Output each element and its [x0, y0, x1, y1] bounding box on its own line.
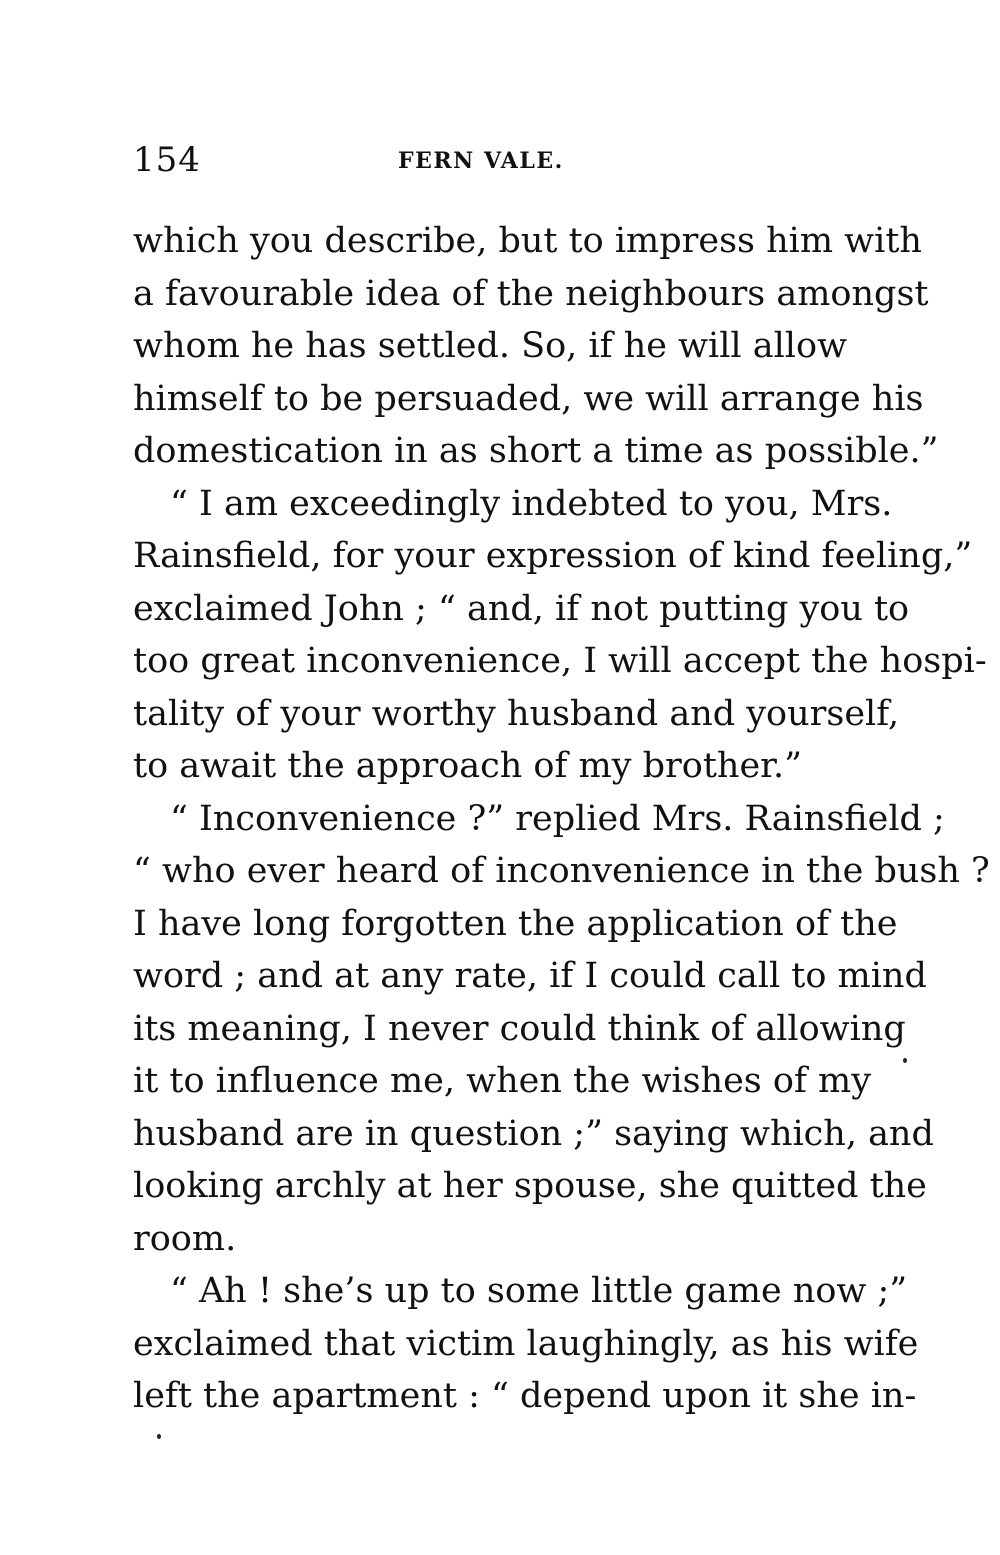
- text-line: whom he has settled. So, if he will allow: [133, 326, 848, 366]
- ink-speck: [157, 1434, 161, 1439]
- text-line: exclaimed John ; “ and, if not putting you to: [133, 589, 910, 629]
- text-line: it to influence me, when the wishes of my: [133, 1061, 872, 1101]
- running-header: [133, 140, 833, 180]
- text-line: which you describe, but to impress him with: [133, 221, 922, 261]
- text-line: husband are in question ;” saying which, and: [133, 1114, 934, 1154]
- text-line: “ who ever heard of inconvenience in the bush ?: [133, 851, 990, 891]
- running-title: FERN VALE.: [398, 148, 564, 174]
- text-line: a favourable idea of the neighbours amongst: [133, 274, 929, 314]
- page-number: 154: [133, 140, 201, 180]
- text-line: left the apartment : “ depend upon it she in-: [133, 1376, 917, 1416]
- ink-speck: [903, 1058, 907, 1063]
- text-line: domestication in as short a time as possible.”: [133, 431, 939, 471]
- text-line: too great inconvenience, I will accept the hospi-: [133, 641, 987, 681]
- text-line: looking archly at her spouse, she quitted the: [133, 1166, 927, 1206]
- text-line: Rainsfield, for your expression of kind feeling,”: [133, 536, 973, 576]
- text-line: himself to be persuaded, we will arrange his: [133, 379, 924, 419]
- text-line: exclaimed that victim laughingly, as his wife: [133, 1324, 919, 1364]
- text-line: “ Inconvenience ?” replied Mrs. Rainsfield ;: [170, 799, 945, 839]
- text-line: its meaning, I never could think of allowing: [133, 1009, 906, 1049]
- text-line: tality of your worthy husband and yourself,: [133, 694, 900, 734]
- text-line: room.: [133, 1219, 237, 1259]
- text-line: word ; and at any rate, if I could call to mind: [133, 956, 927, 996]
- text-line: “ Ah ! she’s up to some little game now ;”: [170, 1271, 908, 1311]
- text-line: to await the approach of my brother.”: [133, 746, 803, 786]
- text-line: I have long forgotten the application of the: [133, 904, 898, 944]
- text-line: “ I am exceedingly indebted to you, Mrs.: [170, 484, 893, 524]
